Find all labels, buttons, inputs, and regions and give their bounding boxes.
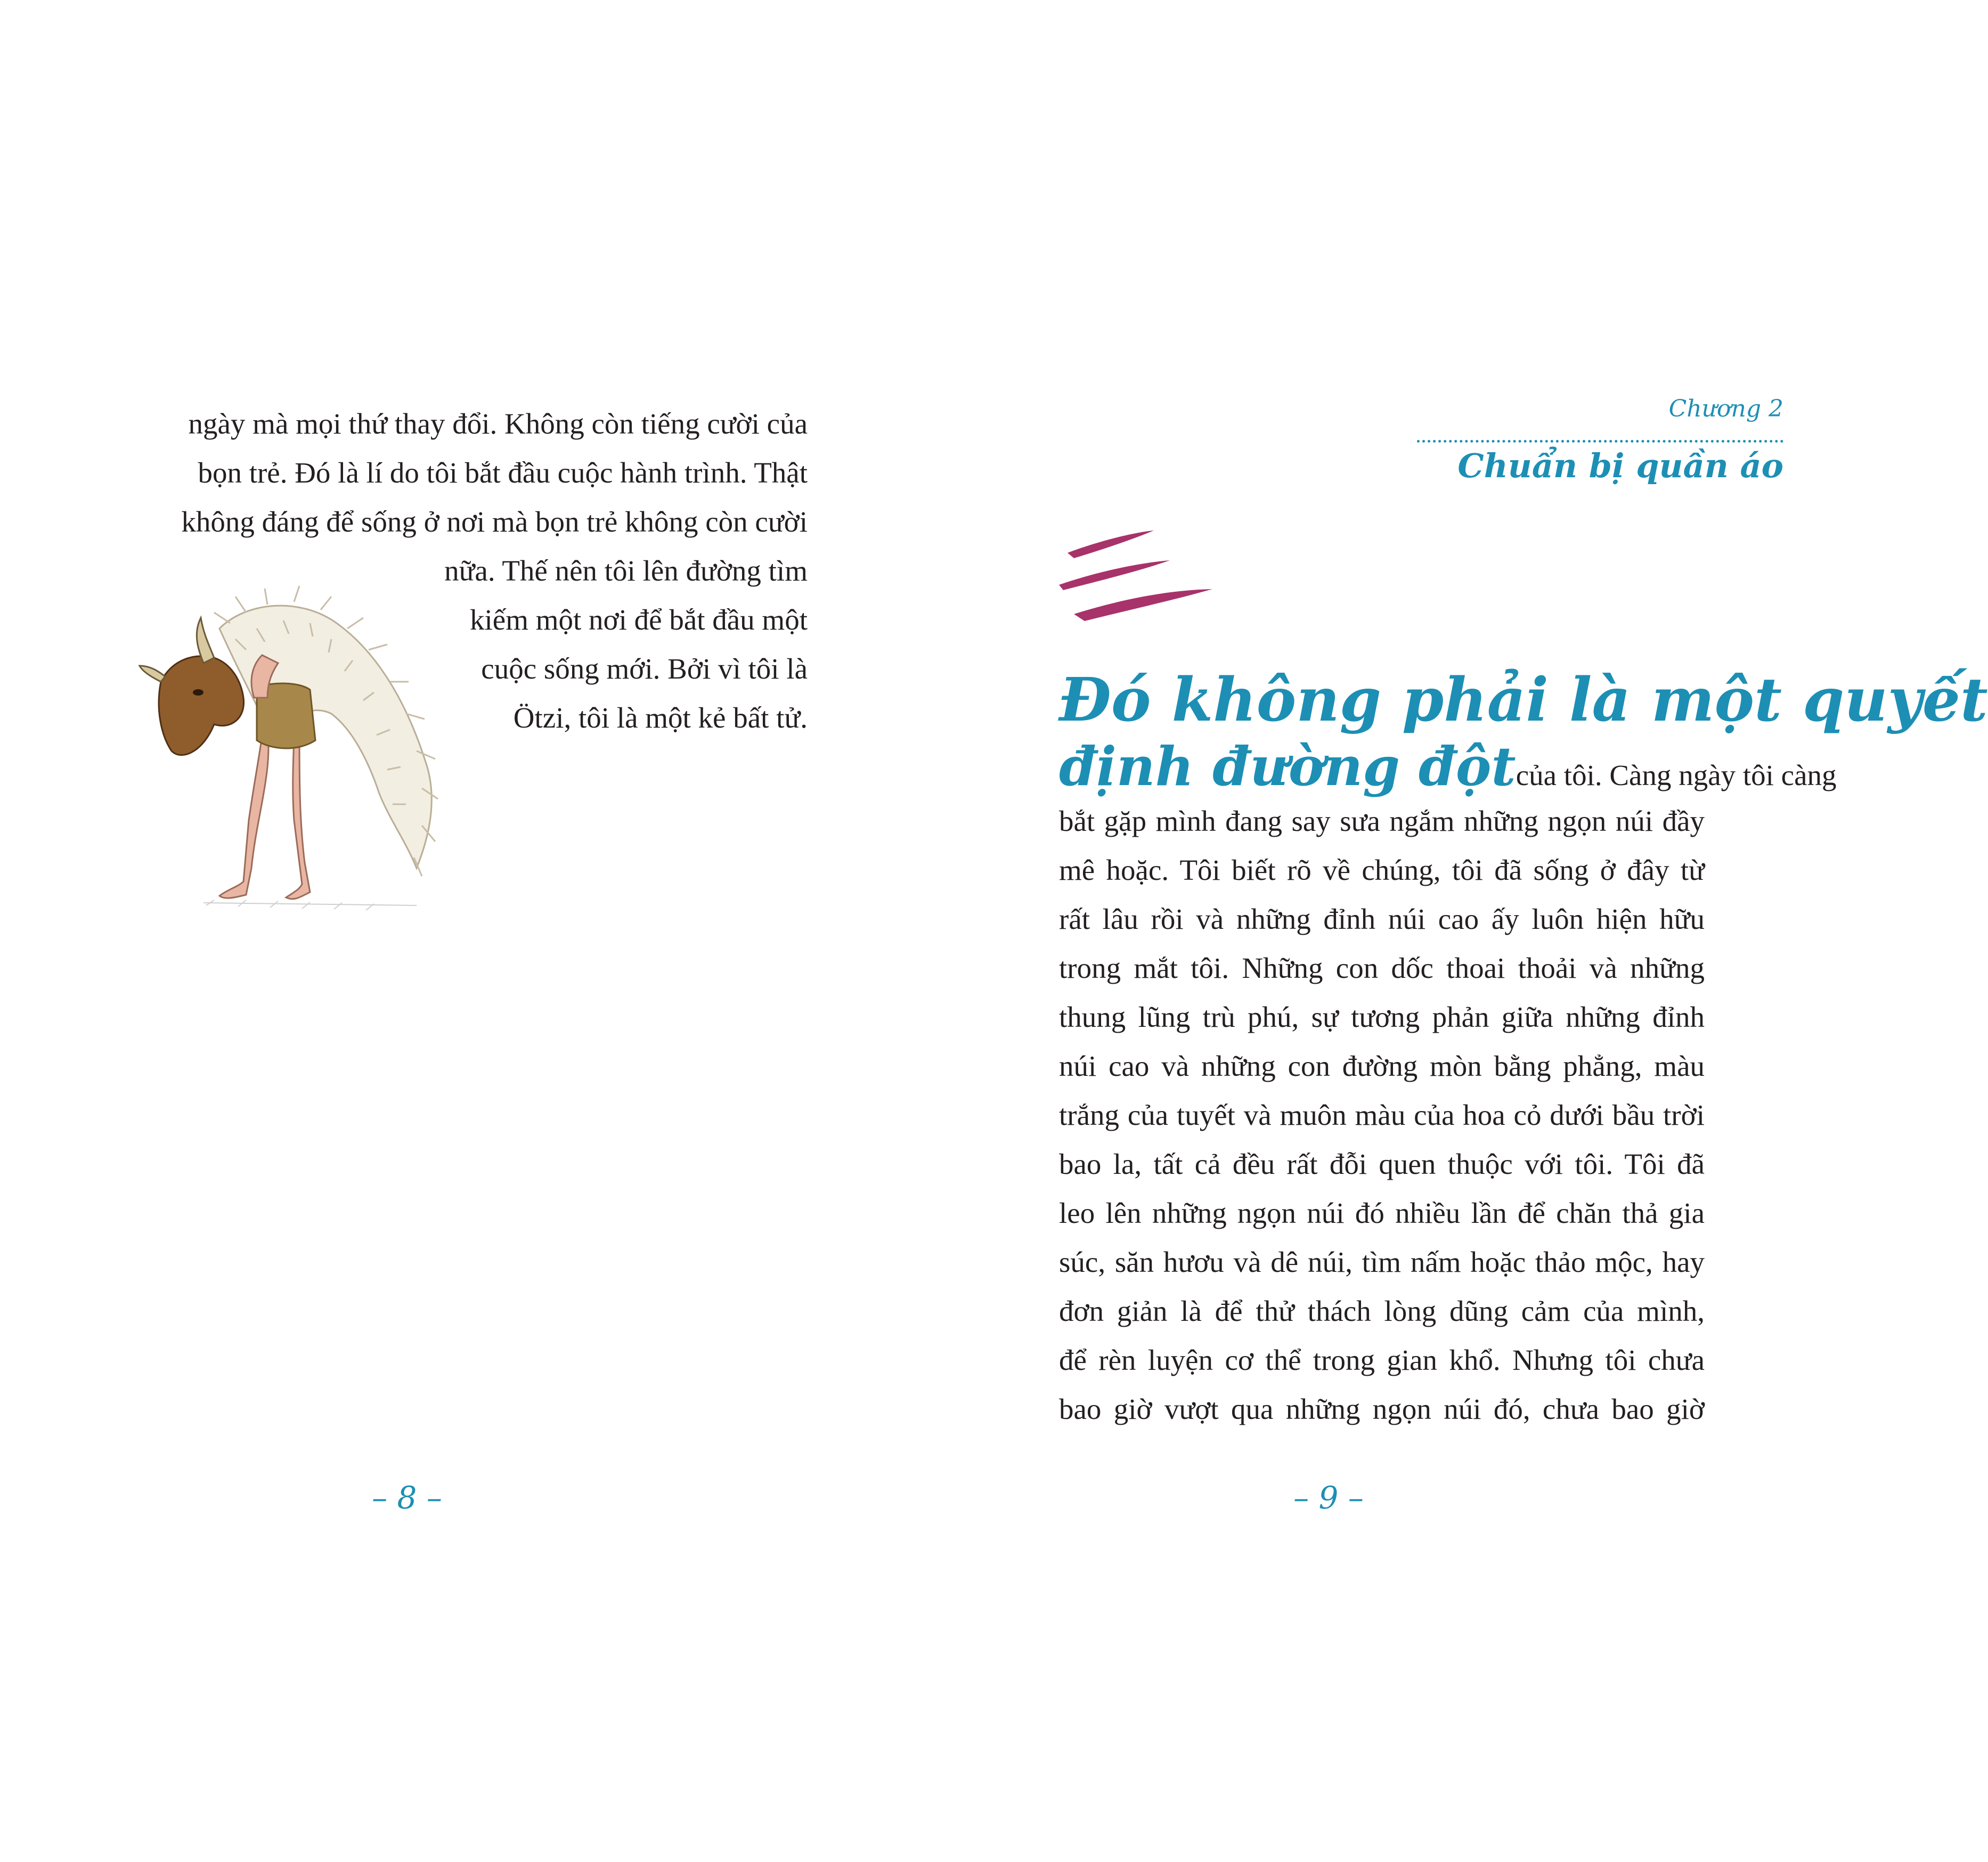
- text-line: của tôi. Càng ngày tôi càng: [1516, 759, 1837, 791]
- text-line: leo lên những ngọn núi đó nhiều lần để chăn thả gia: [1059, 1197, 1705, 1229]
- text-line: đơn giản là để thử thách lòng dũng cảm của mình,: [1059, 1295, 1705, 1327]
- page-number: – 9 –: [1293, 1480, 1364, 1516]
- text-line: bao giờ vượt qua những ngọn núi đó, chưa bao giờ: [1059, 1393, 1705, 1425]
- text-line: núi cao và những con đường mòn bằng phẳng, màu: [1059, 1050, 1705, 1082]
- text-line: nữa. Thế nên tôi lên đường tìm: [444, 554, 808, 587]
- text-line: súc, săn hươu và dê núi, tìm nấm hoặc thảo mộc, hay: [1059, 1246, 1705, 1278]
- right-body-text: [1059, 797, 1705, 1434]
- text-line: cuộc sống mới. Bởi vì tôi là: [481, 652, 808, 685]
- opening-script-line: Đó không phải là một quyết: [1059, 665, 1988, 735]
- brush-stroke-ornament: [1053, 521, 1218, 627]
- text-line: để rèn luyện cơ thể trong gian khổ. Nhưng tôi chưa: [1059, 1344, 1705, 1376]
- right-page: [931, 0, 1988, 1862]
- text-line: ngày mà mọi thứ thay đổi. Không còn tiếng cười của: [188, 407, 808, 440]
- text-line: mê hoặc. Tôi biết rõ về chúng, tôi đã sống ở đây từ: [1059, 854, 1705, 886]
- text-line: rất lâu rồi và những đỉnh núi cao ấy luôn hiện hữu: [1059, 903, 1705, 935]
- text-line: bắt gặp mình đang say sưa ngắm những ngọn núi đầy: [1059, 805, 1705, 837]
- otzi-illustration: [140, 591, 459, 911]
- chapter-label: Chương 2: [1668, 395, 1783, 422]
- text-line: bao la, tất cả đều rất đỗi quen thuộc với tôi. Tôi đã: [1059, 1148, 1705, 1180]
- text-line: trong mắt tôi. Những con dốc thoai thoải và những: [1059, 952, 1705, 984]
- text-line: thung lũng trù phú, sự tương phản giữa những đỉnh: [1059, 1001, 1705, 1033]
- page-number: – 8 –: [372, 1480, 442, 1516]
- chapter-divider: [1417, 440, 1783, 443]
- text-line: Ötzi, tôi là một kẻ bất tử.: [513, 701, 808, 734]
- legs: [219, 730, 310, 899]
- text-line: bọn trẻ. Đó là lí do tôi bắt đầu cuộc hành trình. Thật: [198, 456, 808, 489]
- opening-second-line: [1059, 735, 1837, 798]
- opening-script-continuation: định đường đột: [1059, 735, 1516, 798]
- text-line: trắng của tuyết và muôn màu của hoa cỏ dưới bầu trời: [1059, 1099, 1705, 1131]
- text-line: không đáng để sống ở nơi mà bọn trẻ không còn cười: [181, 505, 808, 538]
- text-line: kiếm một nơi để bắt đầu một: [470, 603, 808, 636]
- chapter-title: Chuẩn bị quần áo: [1457, 446, 1783, 485]
- left-page: [0, 0, 931, 1862]
